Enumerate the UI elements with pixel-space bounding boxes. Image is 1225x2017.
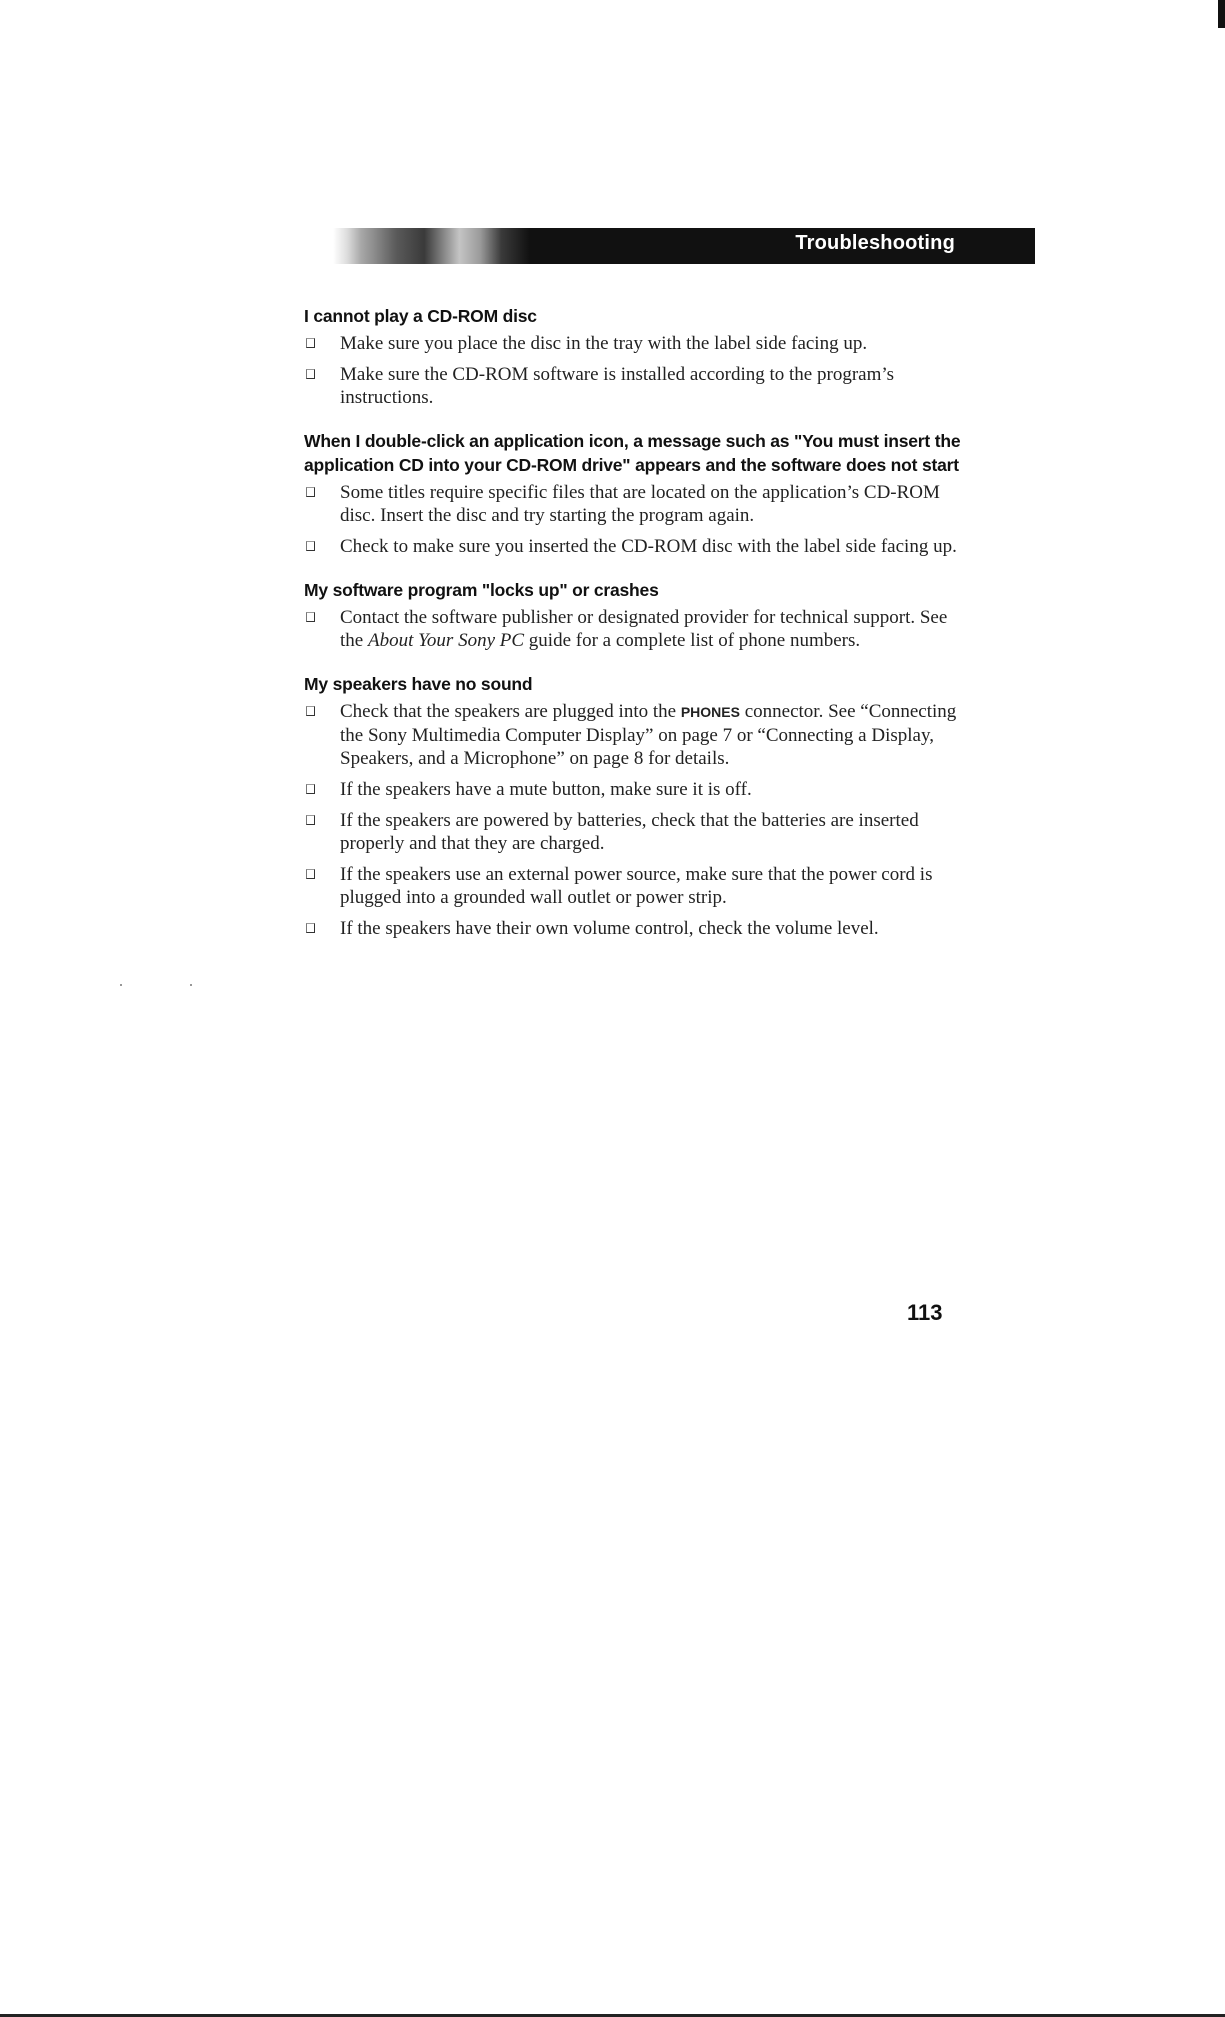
bullet-list <box>304 332 964 409</box>
list-item-text: Check that the speakers are plugged into the <box>340 701 681 722</box>
list-item <box>304 778 964 801</box>
checkbox-bullet-icon <box>306 923 315 933</box>
section-speakers-no-sound <box>304 672 964 940</box>
section-heading: When I double-click an application icon, a message such as "You must insert the application CD into your CD-ROM drive" appears and the software does not start <box>304 431 961 475</box>
section-insert-cd-message <box>304 429 964 558</box>
guide-title: About Your Sony PC <box>367 630 525 651</box>
list-item <box>304 917 964 940</box>
bullet-list <box>304 481 964 558</box>
section-cdrom-play <box>304 304 964 409</box>
list-item-text: Check to make sure you inserted the CD-ROM disc with the label side facing up. <box>340 536 957 557</box>
checkbox-bullet-icon <box>306 784 315 794</box>
connector-label: PHONES <box>680 704 740 720</box>
checkbox-bullet-icon <box>306 369 315 379</box>
list-item <box>304 606 964 652</box>
checkbox-bullet-icon <box>306 338 315 348</box>
list-item <box>304 363 964 409</box>
list-item-text: If the speakers are powered by batteries, check that the batteries are inserted properly and that they are charged. <box>340 810 919 854</box>
scan-speck <box>120 984 122 986</box>
section-header-bar <box>333 228 1035 264</box>
section-heading: My software program "locks up" or crashes <box>304 580 659 600</box>
list-item-text: connector. See “Connecting the Sony Multimedia Computer Display” on page 7 or “Connecting a Display, Speakers, and a Microphone” on page 8 for details. <box>340 701 957 769</box>
list-item-text: Contact the software publisher or designated provider for technical support. See the <box>340 607 948 651</box>
bullet-list <box>304 606 964 652</box>
list-item <box>304 535 964 558</box>
bullet-list <box>304 700 964 940</box>
checkbox-bullet-icon <box>306 487 315 497</box>
list-item-text: If the speakers use an external power source, make sure that the power cord is plugged into a grounded wall outlet or power strip. <box>340 864 933 908</box>
checkbox-bullet-icon <box>306 612 315 622</box>
list-item-text: If the speakers have a mute button, make sure it is off. <box>340 779 752 800</box>
checkbox-bullet-icon <box>306 815 315 825</box>
list-item-text: Make sure the CD-ROM software is installed according to the program’s instructions. <box>340 364 895 408</box>
list-item <box>304 481 964 527</box>
scan-speck <box>190 984 192 986</box>
list-item-text: Some titles require specific files that are located on the application’s CD-ROM disc. Insert the disc and try starting the program again. <box>340 482 940 526</box>
section-heading: My speakers have no sound <box>304 674 533 694</box>
list-item-text: Make sure you place the disc in the tray with the label side facing up. <box>340 333 868 354</box>
section-heading: I cannot play a CD-ROM disc <box>304 306 537 326</box>
checkbox-bullet-icon <box>306 869 315 879</box>
list-item <box>304 332 964 355</box>
page-number: 113 <box>907 1300 943 1325</box>
section-software-crashes <box>304 578 964 652</box>
page-content <box>304 304 964 960</box>
checkbox-bullet-icon <box>306 706 315 716</box>
checkbox-bullet-icon <box>306 541 315 551</box>
list-item <box>304 700 964 770</box>
list-item-text: If the speakers have their own volume control, check the volume level. <box>340 918 879 939</box>
list-item <box>304 863 964 909</box>
page-edge-mark <box>1218 0 1225 28</box>
list-item <box>304 809 964 855</box>
list-item-text: guide for a complete list of phone numbers. <box>524 630 861 651</box>
section-title: Troubleshooting <box>795 232 955 254</box>
